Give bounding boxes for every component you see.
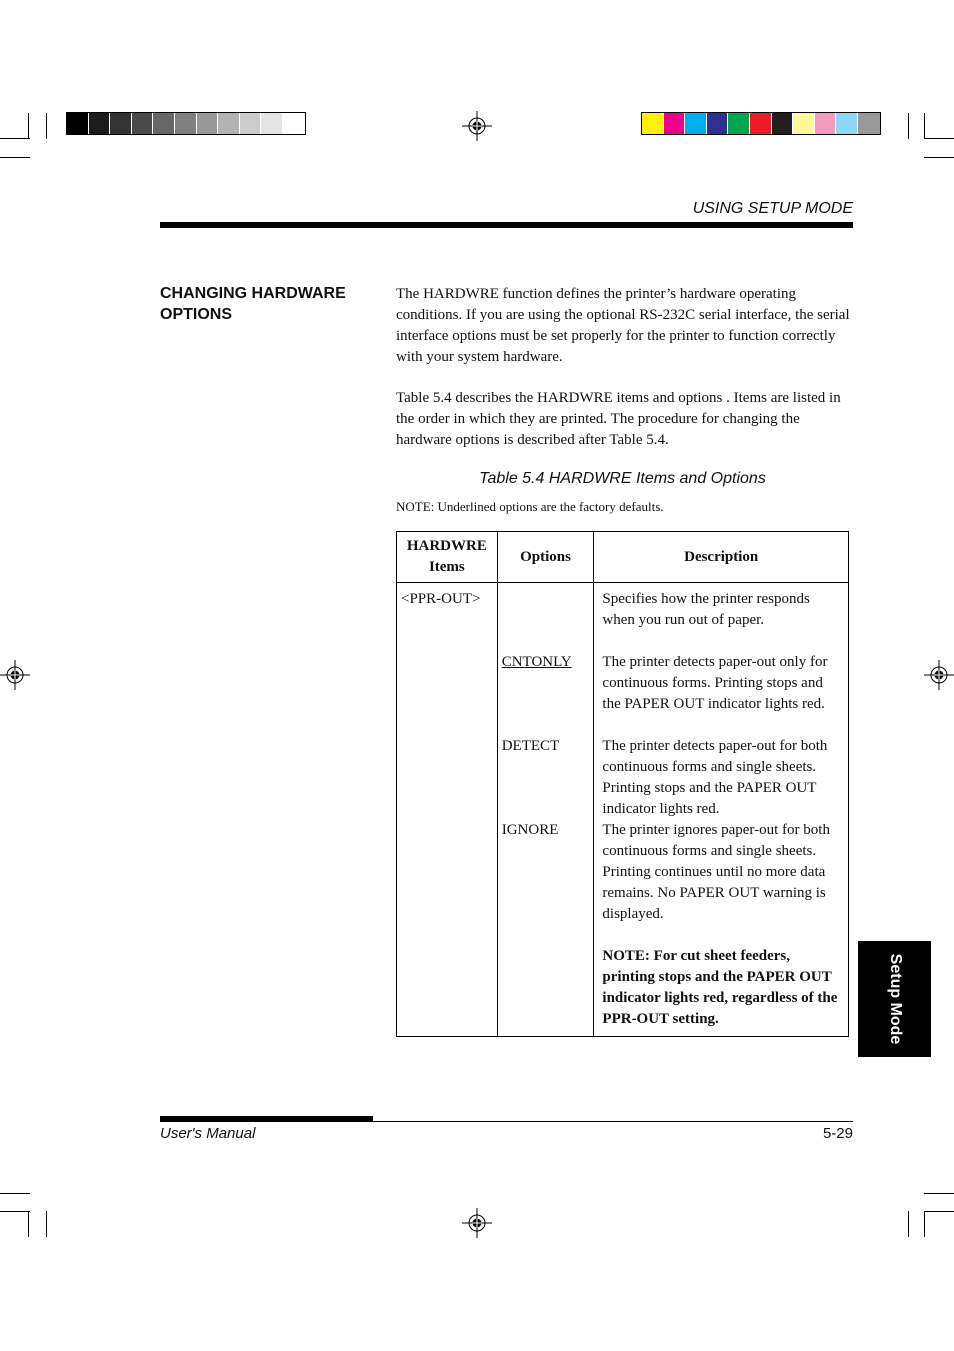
color-swatch [153, 113, 175, 134]
options-cell [497, 583, 594, 1037]
table-header-row [397, 532, 849, 583]
footer-title: User's Manual [160, 1125, 256, 1142]
option-description: The printer ignores paper-out for both continuous forms and single sheets. Printing continues until no more data remains. No PAPER OUT warning is displayed. [602, 822, 830, 922]
color-swatch [240, 113, 262, 134]
table-note: NOTE: Underlined options are the factory defaults. [396, 499, 664, 514]
color-swatch [793, 113, 815, 134]
color-swatch [858, 113, 880, 134]
registration-target-icon [462, 1208, 492, 1238]
body-paragraph: Table 5.4 describes the HARDWRE items and options . Items are listed in the order in which they are printed. The procedure for changing the hardware options is described after Table 5.4. [396, 390, 841, 448]
color-swatch [707, 113, 729, 134]
item-intro: Specifies how the printer responds when you run out of paper. [602, 591, 810, 628]
crop-mark [908, 1211, 909, 1237]
crop-mark [924, 138, 954, 139]
grayscale-color-bar [66, 112, 306, 135]
option-name: IGNORE [501, 822, 559, 838]
color-swatch [218, 113, 240, 134]
crop-mark [924, 1211, 925, 1237]
section-title: CHANGING HARDWARE OPTIONS [160, 285, 346, 323]
table-row [397, 583, 849, 1037]
crop-mark [0, 138, 30, 139]
color-swatch [772, 113, 794, 134]
crop-mark [28, 113, 29, 139]
item-cell [397, 583, 498, 1037]
color-swatch [175, 113, 197, 134]
color-swatch [685, 113, 707, 134]
item-name: <PPR-OUT> [401, 591, 481, 607]
crop-mark [28, 1211, 29, 1237]
crop-mark [924, 1211, 954, 1212]
running-head: USING SETUP MODE [692, 200, 853, 217]
color-swatch [642, 113, 664, 134]
process-color-bar [641, 112, 881, 135]
option-detect [502, 736, 590, 820]
registration-target-icon [0, 660, 30, 690]
section-thumb-tab-label: Setup Mode [887, 953, 904, 1045]
option-ignore [502, 820, 590, 841]
crop-mark [908, 113, 909, 139]
body-paragraph: The HARDWRE function defines the printer’s hardware operating conditions. If you are using the optional RS-232C serial interface, the serial interface options must be set properly for the printer to function correctly with your system hardware. [396, 286, 850, 365]
column-header-description: Description [594, 532, 849, 583]
color-swatch [261, 113, 283, 134]
color-swatch [836, 113, 858, 134]
closing-note: NOTE: For cut sheet feeders, printing stops and the PAPER OUT indicator lights red, regardless of the PPR-OUT setting. [602, 948, 838, 1027]
option-description: The printer detects paper-out for both continuous forms and single sheets. Printing stops and the PAPER OUT indicator lights red. [602, 738, 828, 817]
hardwre-table [396, 531, 849, 1037]
header-rule [160, 222, 853, 228]
color-swatch [283, 113, 305, 134]
table-caption: Table 5.4 HARDWRE Items and Options [479, 470, 766, 487]
color-swatch [197, 113, 219, 134]
crop-mark [924, 1193, 954, 1194]
color-swatch [815, 113, 837, 134]
color-swatch [132, 113, 154, 134]
color-swatch [664, 113, 686, 134]
crop-mark [0, 1193, 30, 1194]
color-swatch [67, 113, 89, 134]
color-swatch [750, 113, 772, 134]
section-thumb-tab [858, 941, 931, 1057]
crop-mark [924, 157, 954, 158]
registration-target-icon [924, 660, 954, 690]
crop-mark [924, 113, 925, 139]
crop-mark [0, 157, 30, 158]
color-swatch [110, 113, 132, 134]
color-swatch [728, 113, 750, 134]
option-name: DETECT [501, 738, 560, 754]
color-swatch [89, 113, 111, 134]
column-header-items: HARDWRE Items [397, 532, 498, 583]
footer-rule [160, 1121, 853, 1122]
option-name: CNTONLY [501, 654, 572, 670]
crop-mark [46, 1211, 47, 1237]
registration-target-icon [462, 111, 492, 141]
page-number: 5-29 [822, 1125, 853, 1142]
option-description: The printer detects paper-out only for continuous forms. Printing stops and the PAPER OUT indicator lights red. [602, 654, 828, 712]
crop-mark [0, 1211, 30, 1212]
description-cell [594, 583, 849, 1037]
option-cntonly [502, 652, 590, 736]
column-header-options: Options [497, 532, 594, 583]
crop-mark [46, 113, 47, 139]
